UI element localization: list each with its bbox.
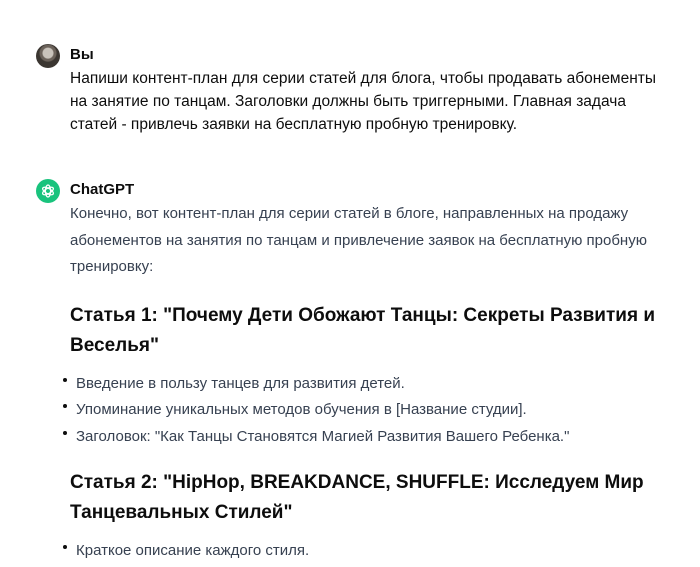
assistant-intro-text: Конечно, вот контент-план для серии статей в блоге, направленных на продажу абонементов на занятия по танцам и привлечение заявок на бесплатную пробную тренировку: [70,205,647,275]
article-2-title: Статья 2: "HipHop, BREAKDANCE, SHUFFLE: Исследуем Мир Танцевальных Стилей" [70,472,644,523]
assistant-avatar [36,179,60,203]
assistant-message-content [70,179,672,565]
article-1-points [70,371,672,451]
user-message-text: Напиши контент-план для серии статей для блога, чтобы продавать абонементы на занятие по танцам. Заголовки должны быть триггерными. Главная задача статей - привлечь заявки на бесплатную пробную тренировку. [70,70,657,133]
user-message-content [70,44,672,136]
user-author-name: Вы [70,46,94,63]
list-item: Краткое описание каждого стиля. [70,538,672,565]
assistant-author-name: ChatGPT [70,181,135,198]
list-item: Введение в пользу танцев для развития детей. [70,371,672,398]
article-1-title: Статья 1: "Почему Дети Обожают Танцы: Секреты Развития и Веселья" [70,304,656,356]
user-avatar[interactable] [36,44,60,68]
list-item: Заголовок: "Как Танцы Становятся Магией Развития Вашего Ребенка." [70,424,672,451]
openai-logo-icon [40,183,56,199]
article-2-points [70,538,672,565]
list-item: Упоминание уникальных методов обучения в [Название студии]. [70,397,672,424]
